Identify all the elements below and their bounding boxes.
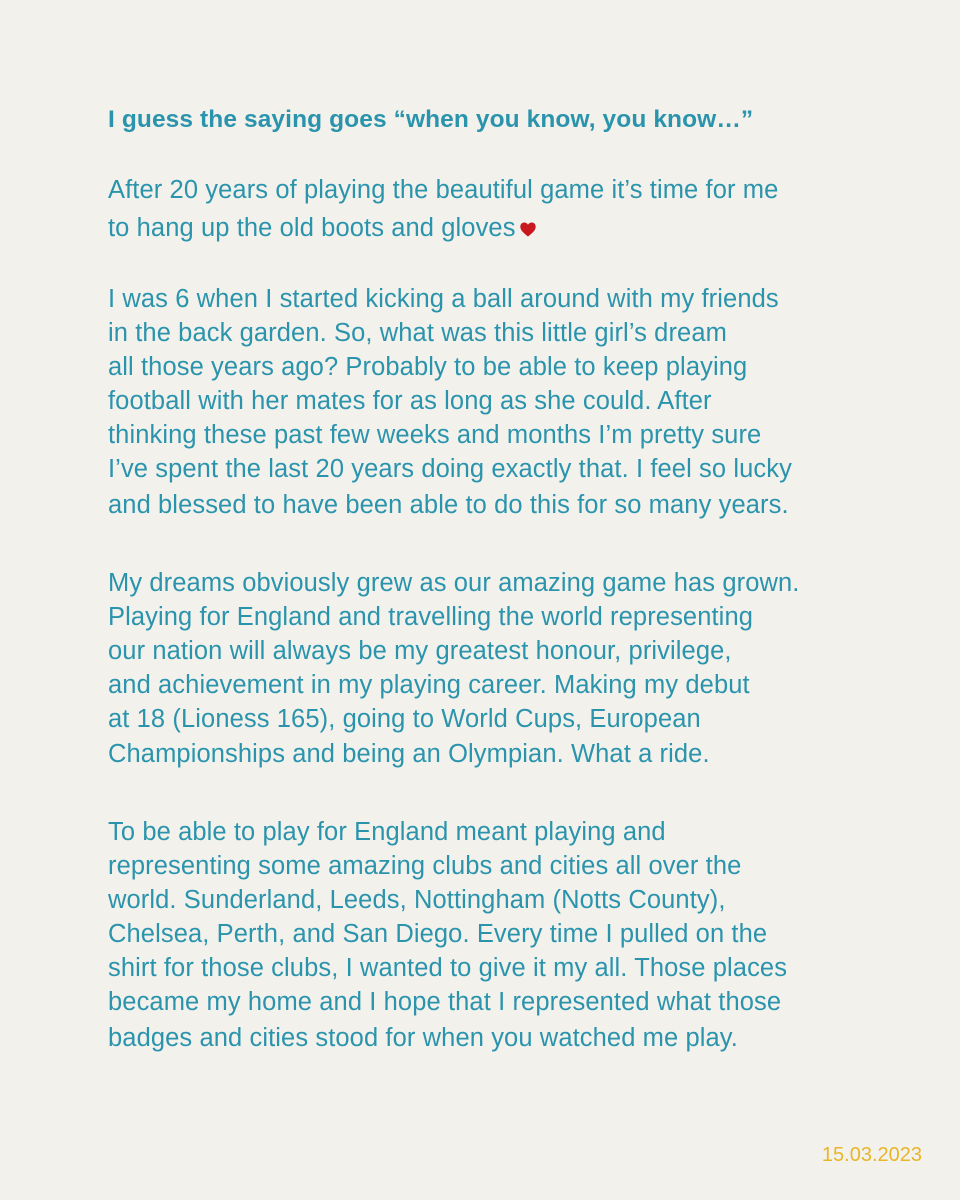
text-line-content: to hang up the old boots and gloves [108, 214, 516, 242]
text-line: I was 6 when I started kicking a ball around with my friends [108, 285, 779, 313]
text-line: My dreams obviously grew as our amazing game has grown. [108, 569, 800, 597]
text-line: shirt for those clubs, I wanted to give it my all. Those places [108, 954, 788, 982]
letter-date: 15.03.2023 [821, 1144, 922, 1166]
text-line: To be able to play for England meant playing and [108, 818, 666, 846]
text-line: I’ve spent the last 20 years doing exactly that. I feel so lucky [108, 455, 792, 483]
text-line: and achievement in my playing career. Making my debut [108, 671, 750, 699]
text-line: badges and cities stood for when you watched me play. [108, 1024, 738, 1052]
heart-icon [520, 222, 536, 237]
text-line: our nation will always be my greatest honour, privilege, [108, 637, 732, 665]
text-line: all those years ago? Probably to be able to keep playing [108, 353, 748, 381]
text-line: world. Sunderland, Leeds, Nottingham (Notts County), [108, 886, 726, 914]
text-line: in the back garden. So, what was this little girl’s dream [108, 319, 727, 347]
text-line: football with her mates for as long as she could. After [108, 387, 712, 415]
text-line [108, 211, 536, 245]
text-line: at 18 (Lioness 165), going to World Cups, European [108, 705, 701, 733]
text-line: representing some amazing clubs and cities all over the [108, 852, 742, 880]
text-line: Chelsea, Perth, and San Diego. Every time I pulled on the [108, 920, 768, 948]
text-line: thinking these past few weeks and months I’m pretty sure [108, 421, 762, 449]
text-line: After 20 years of playing the beautiful game it’s time for me [108, 176, 779, 204]
text-line: Championships and being an Olympian. What a ride. [108, 740, 710, 768]
text-line: became my home and I hope that I represented what those [108, 988, 782, 1016]
text-line: Playing for England and travelling the world representing [108, 603, 754, 631]
text-line: and blessed to have been able to do this for so many years. [108, 491, 789, 519]
letter-heading: I guess the saying goes “when you know, you know…” [108, 106, 754, 133]
